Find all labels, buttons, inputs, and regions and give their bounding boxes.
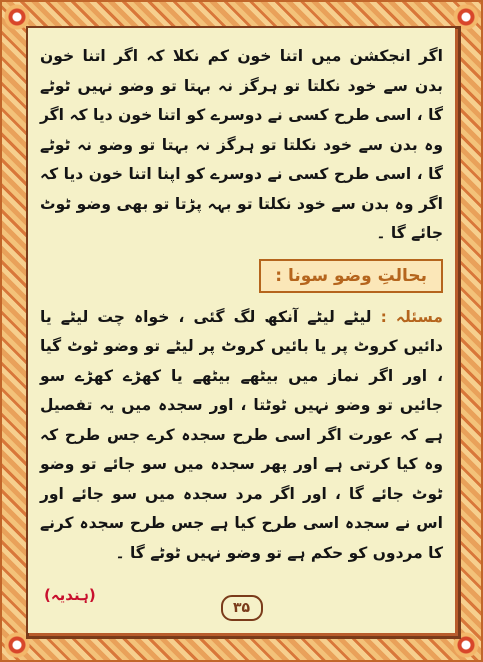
masla-label: مسئلہ : [380, 307, 443, 326]
paragraph-2 [40, 303, 443, 569]
paragraph-1: اگر انجکشن میں اتنا خون کم نکلا کہ اگر اتنا خون بدن سے خود نکلتا تو ہرگز نہ بہتا تو وضو نہیں ٹوٹے گا ، اسی طرح کسی نے دوسرے کو اتنا خون دیا کہ اگر وہ بدن سے خود نکلتا تو ہرگز نہ بہتا تو وضو نہ ٹوٹے گا ، اسی طرح کسی نے دوسرے کو اپنا اتنا خون دیا کہ اگر وہ بدن سے خود نکلتا تو بہہ پڑتا تو بھی وضو ٹوٹ جائے گا ۔ [40, 47, 443, 242]
page-content [28, 28, 455, 633]
paragraph-2-text: لیٹے لیٹے آنکھ لگ گئی ، خواہ چت لیٹے یا دائیں کروٹ پر یا بائیں کروٹ پر لیٹے تو وضو ٹوٹ گیا ، اور اگر نماز میں بیٹھے بیٹھے یا کھڑے کھڑے سو جائیں تو وضو نہیں ٹوٹتا ، اور سجدہ میں یہ تفصیل ہے کہ عورت اگر اسی طرح سجدہ کرے جس طرح کہ وہ کیا کرتی ہے اور پھر سجدہ میں سو جائے تو وضو ٹوٹ جائے گا ، اور اگر مرد سجدہ میں سو جائے اور اس نے سجدہ اسی طرح کیا ہے جس طرح سجدہ کرنے کا مردوں کو حکم ہے تو وضو نہیں ٹوٹے گا ۔ [40, 307, 443, 562]
reference-label: (ہندیہ) [44, 586, 96, 604]
page-number: ۳۵ [221, 595, 263, 621]
section-heading: بحالتِ وضو سونا : [259, 259, 443, 293]
